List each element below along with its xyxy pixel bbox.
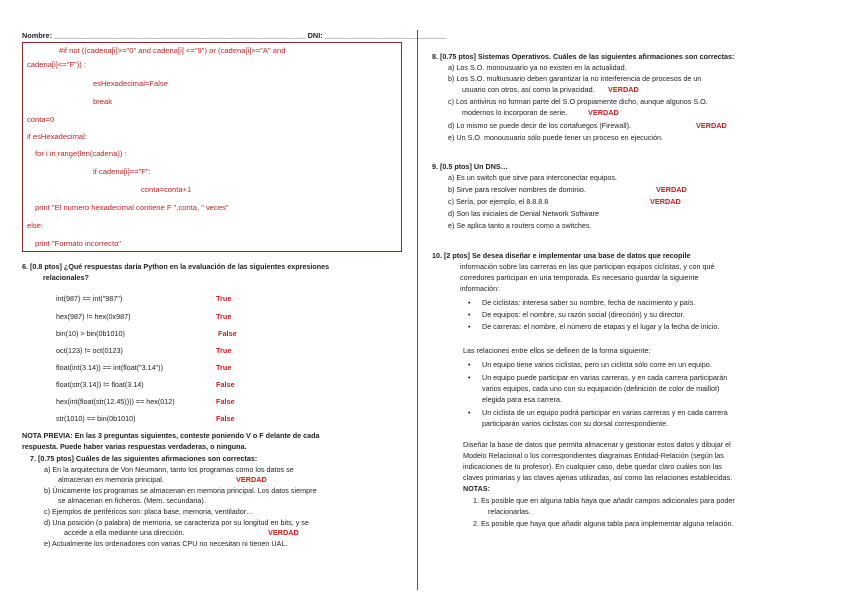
q7-option-d-cont: accede a ella mediante una dirección. bbox=[64, 528, 185, 537]
student-header: Nombre: ______________________________________________________________ DNI: ______________________________ bbox=[22, 31, 447, 40]
q10-notas-title: NOTAS: bbox=[463, 484, 491, 493]
q8-title: 8. [0.75 ptos] Sistemas Operativos. Cuáles de las siguientes afirmaciones son correctas: bbox=[432, 52, 735, 61]
q10-bullet: • De equipos: el nombre, su razón social (dirección) y su director. bbox=[482, 310, 685, 319]
q7-verdad-d: VERDAD bbox=[268, 528, 299, 537]
q10-nota-1-cont: relacionarlas. bbox=[488, 507, 531, 516]
q8-option-a: a) Los S.O. monousuario ya no existen en la actualidad. bbox=[448, 63, 627, 72]
q6-answer: True bbox=[216, 363, 232, 372]
code-line: for i in range(len(cadena)) : bbox=[35, 149, 127, 158]
q10-design: claves primarias y las claves ajenas utilizadas, así como las relaciones establecidas. bbox=[463, 473, 733, 482]
q10-nota-2: 2. Es posible que haya que añadir alguna tabla para implementar alguna relación. bbox=[473, 519, 734, 528]
q10-bullet-cont: participarán varios ciclistas con su dorsal correspondiente. bbox=[482, 419, 669, 428]
q6-answer: False bbox=[218, 329, 237, 338]
q9-option-c: c) Sería, por ejemplo, el 8.8.8.8 bbox=[448, 197, 549, 206]
code-line: if esHexadecimal: bbox=[27, 132, 87, 141]
q8-verdad-b: VERDAD bbox=[608, 85, 639, 94]
code-line: esHexadecimal=False bbox=[93, 79, 168, 88]
q7-option-a-cont: almacenan en memoria principal. bbox=[58, 475, 164, 484]
q7-title: 7. [0.75 ptos] Cuáles de las siguientes afirmaciones son correctas: bbox=[30, 454, 258, 463]
q7-option-c: c) Ejemplos de periféricos son: placa base, memoria, ventilador… bbox=[44, 507, 254, 516]
q9-option-a: a) Es un switch que sirve para interconectar equipos. bbox=[448, 173, 617, 182]
code-line: if cadena[i]=="F": bbox=[93, 167, 151, 176]
q10-bullet-cont: elegida para esa carrera. bbox=[482, 395, 562, 404]
q10-bullet: • Un equipo tiene varios ciclistas, pero un ciclista sólo corre en un equipo. bbox=[482, 360, 712, 369]
q7-option-b-cont: se almacenan en ficheros. (Mem. secundaria). bbox=[58, 496, 206, 505]
q7-option-e: e) Actualmente los ordenadores con varias CPU no necesitan ni tienen UAL. bbox=[44, 539, 288, 548]
q8-option-b-cont: usuario con otros, así como la privacidad. bbox=[462, 85, 595, 94]
code-line: break bbox=[93, 97, 112, 106]
q8-verdad-d: VERDAD bbox=[696, 121, 727, 130]
q6-expr: str(1010) == bin(0b1010) bbox=[56, 414, 136, 423]
q10-intro-cont: corredores participan en una temporada. Es necesario guardar la siguiente bbox=[460, 273, 699, 282]
q8-verdad-c: VERDAD bbox=[588, 108, 619, 117]
q8-option-c: c) Los antivirus no forman parte del S.O propiamente dicho, aunque algunos S.O. bbox=[448, 97, 708, 106]
column-divider bbox=[417, 30, 418, 590]
q6-expr: int(987) == int("987") bbox=[56, 294, 123, 303]
q10-nota-1: 1. Es posible que en alguna tabla haya que añadir campos adicionales para poder bbox=[473, 496, 735, 505]
q6-expr: oct(123) != oct(0123) bbox=[56, 346, 123, 355]
code-line: cadena[i]<="F")) : bbox=[27, 60, 86, 69]
q7-option-a: a) En la arquitectura de Von Neumann, tanto los programas como los datos se bbox=[44, 465, 294, 474]
q9-verdad-b: VERDAD bbox=[656, 185, 687, 194]
q6-answer: True bbox=[216, 294, 232, 303]
q6-expr: hex(987) != hex(0x987) bbox=[56, 312, 131, 321]
code-line: conta=0 bbox=[27, 115, 55, 124]
q9-verdad-c: VERDAD bbox=[650, 197, 681, 206]
nota-previa-cont: respuesta. Puede haber varias respuestas verdaderas, o ninguna. bbox=[22, 442, 247, 451]
q9-title: 9. [0.5 ptos] Un DNS… bbox=[432, 162, 508, 171]
q7-verdad-a: VERDAD bbox=[236, 475, 267, 484]
q6-answer: False bbox=[216, 397, 235, 406]
q9-option-e: e) Se aplica tanto a routers como a switches. bbox=[448, 221, 592, 230]
q10-intro-cont: información: bbox=[460, 284, 500, 293]
q10-bullet-cont: varios equipos, cada uno con su equipación (definición de color de maillot) bbox=[482, 384, 720, 393]
q8-option-e: e) Un S.O. monousuario sólo puede tener un proceso en ejecución. bbox=[448, 133, 663, 142]
q8-option-b: b) Los S.O. multiusuario deben garantizar la no interferencia de procesos de un bbox=[448, 74, 702, 83]
q10-design: Diseñar la base de datos que permita almacenar y gestionar estos datos y dibujar el bbox=[463, 440, 731, 449]
nota-previa: NOTA PREVIA: En las 3 preguntas siguientes, conteste poniendo V o F delante de cada bbox=[22, 431, 320, 440]
q6-answer: True bbox=[216, 346, 232, 355]
q6-title-cont: relacionales? bbox=[43, 273, 89, 282]
q10-bullet: • De carreras: el nombre, el número de etapas y el lugar y la fecha de inicio. bbox=[482, 322, 719, 331]
q10-bullet: • Un equipo puede participar en varias carreras, y en cada carrera participarán bbox=[482, 373, 727, 382]
q9-option-d: d) Son las iniciales de Denial Network Software bbox=[448, 209, 600, 218]
code-line: print "Formato incorrecto" bbox=[35, 239, 121, 248]
q9-option-b: b) Sirve para resolver nombres de dominio. bbox=[448, 185, 586, 194]
code-line: else: bbox=[27, 221, 44, 230]
q7-option-d: d) Una posición (o palabra) de memoria, se caracteriza por su longitud en bits, y se bbox=[44, 518, 309, 527]
q6-expr: hex(int(float(str(12.45)))) == hex(012) bbox=[56, 397, 175, 406]
q8-option-d: d) Lo mismo se puede decir de los cortafuegos (Firewall). bbox=[448, 121, 631, 130]
q10-design: indicaciones de tu profesor). En cualquier caso, debe quedar claro cuáles son las bbox=[463, 462, 722, 471]
q6-answer: False bbox=[216, 414, 235, 423]
code-box bbox=[22, 42, 402, 252]
q6-answer: True bbox=[216, 312, 232, 321]
q6-title: 6. [0.8 ptos] ¿Qué respuestas daría Python en la evaluación de las siguientes expresiones bbox=[22, 262, 330, 271]
code-line: print "El numero hexadecimal contiene F ",conta, " veces" bbox=[35, 203, 229, 212]
q8-option-c-cont: modernos lo incorporan de serie. bbox=[462, 108, 568, 117]
q10-intro-cont: información sobre las carreras en las que participan equipos ciclistas, y con qué bbox=[460, 262, 715, 271]
q10-bullet: • Un ciclista de un equipo podrá participar en varias carreras y en cada carrera bbox=[482, 408, 728, 417]
q10-relations-title: Las relaciones entre ellos se definen de la forma siguiente: bbox=[463, 346, 651, 355]
q6-expr: bin(10) > bin(0b1010) bbox=[56, 329, 125, 338]
q6-expr: float(int(3.14)) == int(float("3.14")) bbox=[56, 363, 163, 372]
q7-option-b: b) Únicamente los programas se almacenan en memoria principal. Los datos siempre bbox=[44, 486, 317, 495]
q6-expr: float(str(3.14)) != float(3.14) bbox=[56, 380, 144, 389]
q6-answer: False bbox=[216, 380, 235, 389]
code-line: conta=conta+1 bbox=[141, 185, 192, 194]
code-line: #if not ((cadena[i]>="0" and cadena[i] <="9") or (cadena[i]>="A" and bbox=[59, 46, 286, 55]
q10-intro: 10. [2 ptos] Se desea diseñar e implementar una base de datos que recopile bbox=[432, 251, 691, 260]
q10-bullet: • De ciclistas: interesa saber su nombre, fecha de nacimiento y país. bbox=[482, 298, 695, 307]
q10-design: Modelo Relacional o los correspondientes diagramas Entidad-Relación (según las bbox=[463, 451, 724, 460]
